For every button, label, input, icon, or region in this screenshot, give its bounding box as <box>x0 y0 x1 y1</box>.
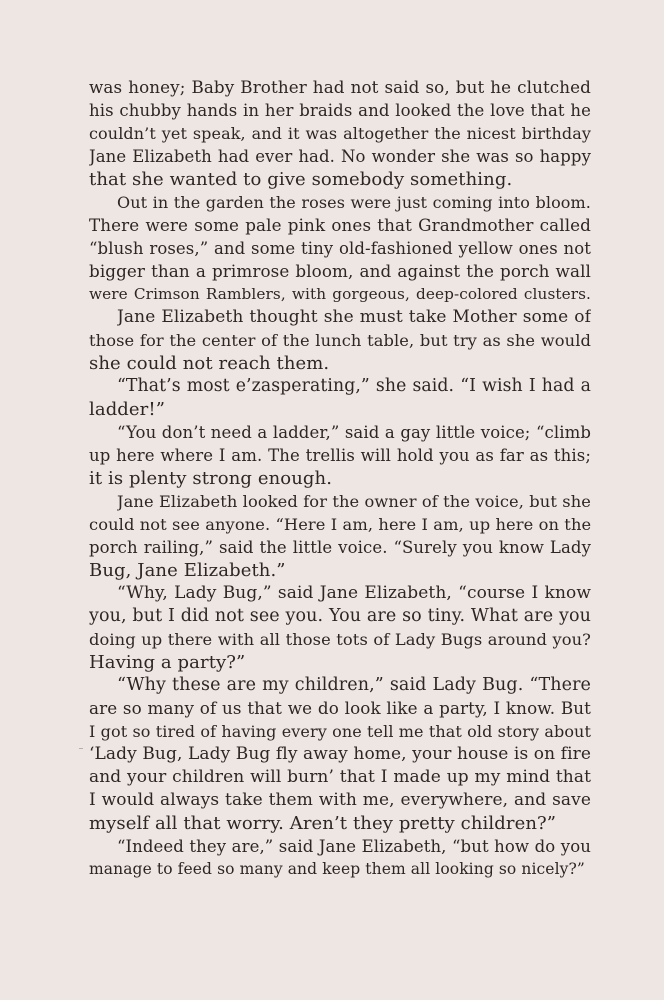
paragraph-first-line: “Why these are my children,” said Lady Bug. “There <box>117 675 591 695</box>
text-line: was honey; Baby Brother had not said so, but he clutched <box>89 77 591 97</box>
text-line: There were some pale pink ones that Grandmother called <box>89 215 591 235</box>
text-line: could not see anyone. “Here I am, here I am, up here on the <box>89 515 591 534</box>
text-line: doing up there with all those tots of Lady Bugs around you? <box>89 630 591 649</box>
text-line: up here where I am. The trellis will hold you as far as this; <box>89 446 591 465</box>
text-line: that she wanted to give somebody something. <box>89 169 513 190</box>
paragraph-first-line: Jane Elizabeth looked for the owner of the voice, but she <box>117 492 591 511</box>
text-line: are so many of us that we do look like a party, I know. But <box>89 698 591 718</box>
text-line: manage to feed so many and keep them all looking so nicely?” <box>89 860 585 878</box>
text-line: porch railing,” said the little voice. “Surely you know Lady <box>89 538 591 557</box>
paragraph-first-line: “Indeed they are,” said Jane Elizabeth, “but how do you <box>117 837 591 856</box>
text-line: and your children will burn’ that I made up my mind that <box>89 767 591 787</box>
text-line: ‘Lady Bug, Lady Bug fly away home, your house is on fire <box>89 744 591 764</box>
text-line: Bug, Jane Elizabeth.” <box>89 560 286 581</box>
paragraph-first-line: “You don’t need a ladder,” said a gay little voice; “climb <box>117 423 591 442</box>
text-line: those for the center of the lunch table, but try as she would <box>89 331 591 350</box>
text-line: bigger than a primrose bloom, and against the porch wall <box>89 261 591 281</box>
text-line: I would always take them with me, everywhere, and save <box>89 790 591 810</box>
text-line: were Crimson Ramblers, with gorgeous, deep-colored clusters. <box>89 285 591 303</box>
text-line: couldn’t yet speak, and it was altogether the nicest birthday <box>89 124 591 143</box>
paragraph-first-line: Out in the garden the roses were just coming into bloom. <box>117 193 591 212</box>
text-line: Jane Elizabeth had ever had. No wonder she was so happy <box>89 147 591 166</box>
text-line: myself all that worry. Aren’t they pretty children?” <box>89 813 557 834</box>
paragraph-first-line: Jane Elizabeth thought she must take Mother some of <box>117 307 591 327</box>
text-line: his chubby hands in her braids and looked the love that he <box>89 101 591 120</box>
text-line: you, but I did not see you. You are so tiny. What are you <box>89 606 591 626</box>
text-line: it is plenty strong enough. <box>89 468 333 489</box>
margin-mark <box>79 748 83 749</box>
paragraph-first-line: “Why, Lady Bug,” said Jane Elizabeth, “course I know <box>117 583 591 603</box>
text-line: I got so tired of having every one tell me that old story about <box>89 722 591 741</box>
text-line: “blush roses,” and some tiny old-fashioned yellow ones not <box>89 239 591 258</box>
paragraph-first-line: “That’s most e’zasperating,” she said. “I wish I had a <box>117 376 591 396</box>
text-line: Having a party?” <box>89 652 246 673</box>
text-line: ladder!” <box>89 399 166 420</box>
text-line: she could not reach them. <box>89 353 330 374</box>
